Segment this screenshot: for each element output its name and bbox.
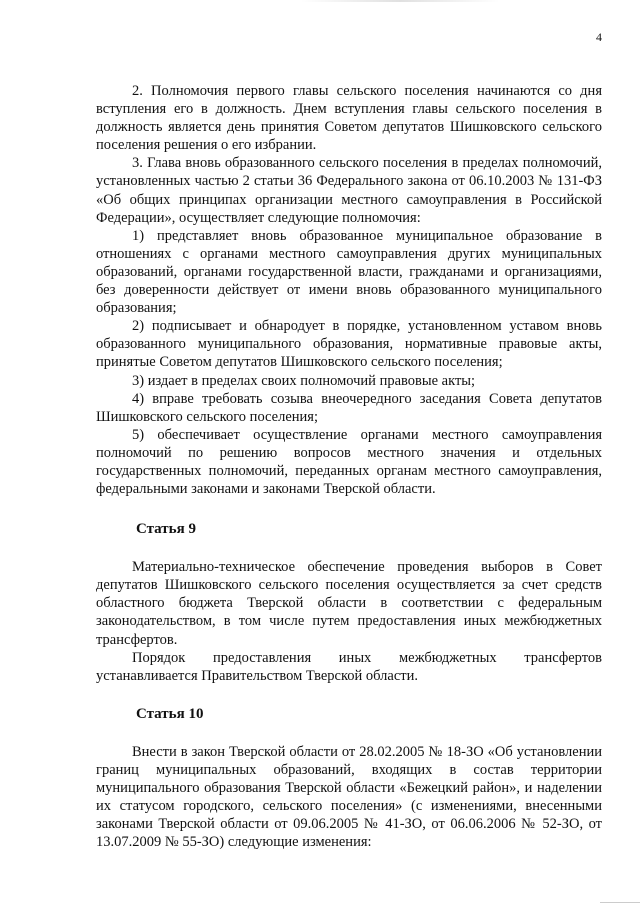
list-item-4: 4) вправе требовать созыва внеочередного заседания Совета депутатов Шишковского сельского поселения;	[96, 390, 602, 425]
article-9-paragraph-2: Порядок предоставления иных межбюджетных трансфертов устанавливается Правительством Тверской области.	[96, 649, 602, 684]
list-item-1: 1) представляет вновь образованное муниципальное образование в отношениях с органами местного самоуправления других муниципальных образований, органами государственной власти, гражданами и организациями, без доверенности действует от имени вновь образованного муниципального образования;	[96, 227, 602, 317]
article-9-paragraph-1: Материально-техническое обеспечение проведения выборов в Совет депутатов Шишковского сельского поселения осуществляется за счет средств областного бюджета Тверской области в соответствии с федеральным законодательством, в том числе путем предоставления иных межбюджетных трансфертов.	[96, 559, 602, 648]
paragraph-3: 3. Глава вновь образованного сельского поселения в пределах полномочий, установленных частью 2 статьи 36 Федерального закона от 06.10.2003 № 131-ФЗ «Об общих принципах организации местного самоуправления в Российской Федерации», осуществляет следующие полномочия:	[96, 155, 602, 226]
document-body	[96, 82, 602, 851]
list-item-5: 5) обеспечивает осуществление органами местного самоуправления полномочий по решению вопросов местного значения и отдельных государственных полномочий, переданных органам местного самоуправления, федеральными законами и законами Тверской области.	[96, 426, 602, 498]
article-10-paragraph-1: Внести в закон Тверской области от 28.02.2005 № 18-ЗО «Об установлении границ муниципальных образований, входящих в состав территории муниципального образования Тверской области «Бежецкий район», и наделении их статусом городского, сельского поселения» (с изменениями, внесенными законами Тверской области от 09.06.2005 № 41-ЗО, от 06.06.2006 № 52-ЗО, от 13.07.2009 № 55-ЗО) следующие изменения:	[96, 743, 602, 851]
list-item-3: 3) издает в пределах своих полномочий правовые акты;	[132, 372, 476, 389]
article-9-heading: Статья 9	[136, 521, 196, 538]
scan-artifact-bottom	[600, 902, 640, 903]
list-item-2: 2) подписывает и обнародует в порядке, установленном уставом вновь образованного муниципального образования, нормативные правовые акты, принятые Советом депутатов Шишковского сельского поселения;	[96, 318, 602, 371]
page-number: 4	[596, 30, 602, 44]
article-10-heading: Статья 10	[136, 705, 204, 722]
scan-artifact	[300, 0, 500, 2]
paragraph-2: 2. Полномочия первого главы сельского поселения начинаются со дня вступления его в должность. Днем вступления главы сельского поселения в должность является день принятия Советом депутатов Шишковского сельского поселения решения о его избрании.	[96, 83, 602, 154]
